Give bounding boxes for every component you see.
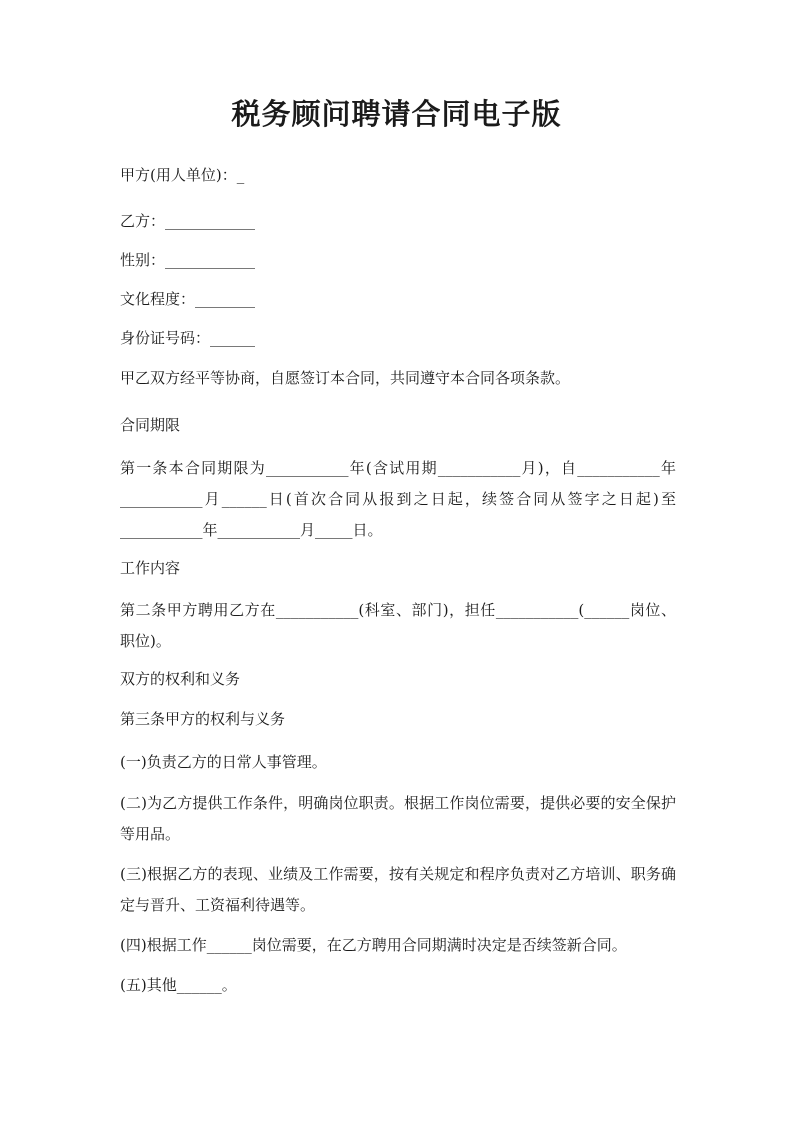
document-title: 税务顾问聘请合同电子版 <box>231 97 562 131</box>
clause-2: (二)为乙方提供工作条件，明确岗位职责。根据工作岗位需要，提供必要的安全保护等用品。 <box>120 794 676 843</box>
party-b-field: 乙方：____________ <box>120 212 256 230</box>
section-heading-work: 工作内容 <box>120 559 181 577</box>
section-heading-rights: 双方的权利和义务 <box>120 670 241 688</box>
article-1: 第一条本合同期限为___________年(含试用期___________月)，自___________年___________月______日(首次合同从报到之日起，续签合同从签字之日起)至___________年___________月_____日。 <box>120 459 676 539</box>
education-field: 文化程度：________ <box>120 290 256 308</box>
clause-5: (五)其他______。 <box>120 976 237 994</box>
clause-3: (三)根据乙方的表现、业绩及工作需要，按有关规定和程序负责对乙方培训、职务确定与晋升、工资福利待遇等。 <box>120 865 676 914</box>
party-a-field: 甲方(用人单位)：_ <box>120 166 245 184</box>
clause-1: (一)负责乙方的日常人事管理。 <box>120 753 327 771</box>
gender-field: 性别：____________ <box>120 251 256 269</box>
article-3-heading: 第三条甲方的权利与义务 <box>120 710 286 728</box>
id-number-field: 身份证号码：______ <box>120 329 256 347</box>
agreement-intro: 甲乙双方经平等协商，自愿签订本合同，共同遵守本合同各项条款。 <box>120 369 571 387</box>
article-2: 第二条甲方聘用乙方在___________(科室、部门)，担任___________(______岗位、职位)。 <box>120 601 676 650</box>
section-heading-term: 合同期限 <box>120 416 181 434</box>
clause-4: (四)根据工作______岗位需要，在乙方聘用合同期满时决定是否续签新合同。 <box>120 936 627 954</box>
